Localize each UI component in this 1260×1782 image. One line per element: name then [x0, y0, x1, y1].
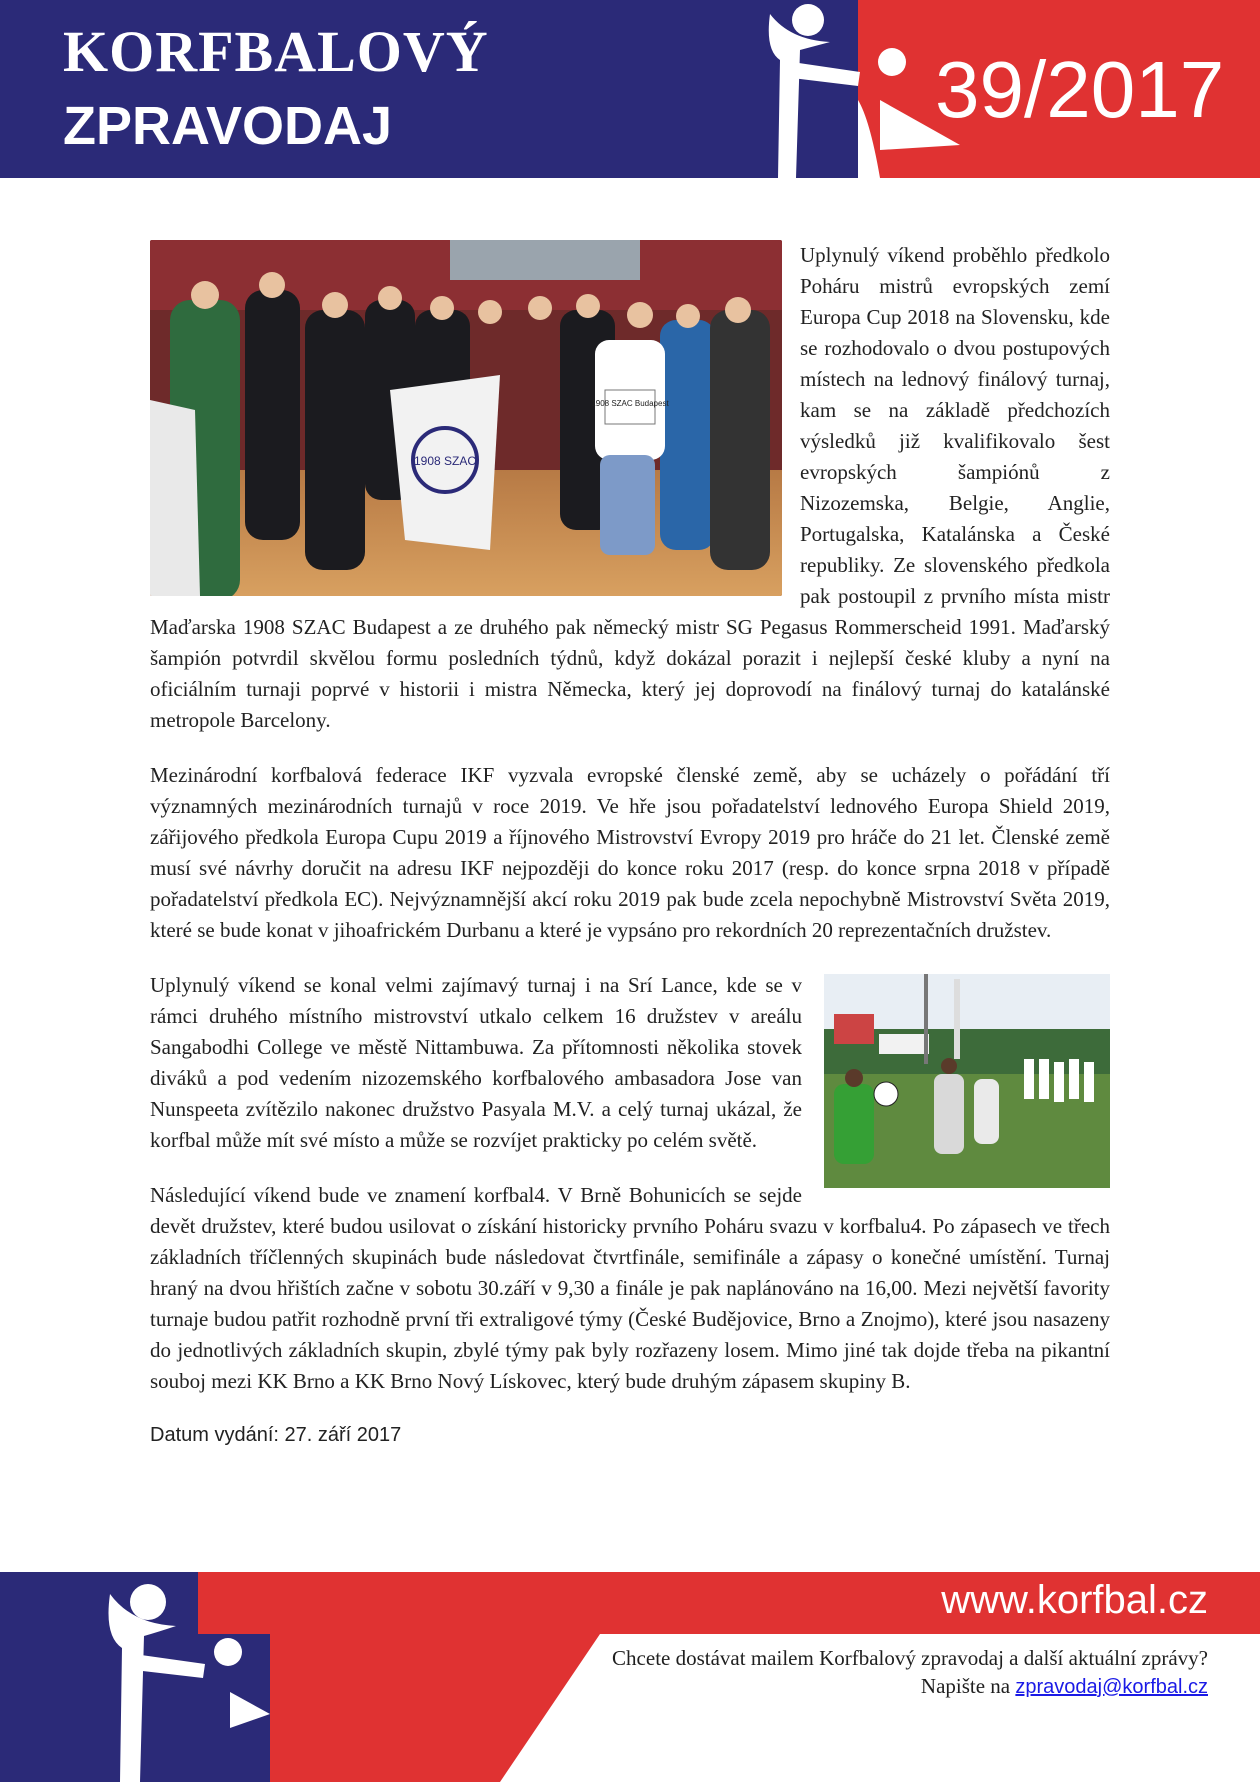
article-body [150, 240, 1110, 1449]
paragraph-sri-lanka: Uplynulý víkend se konal velmi zajímavý turnaj i na Srí Lance, kde se v rámci druhého místního mistrovství utkalo celkem 16 družstev v areálu Sangabodhi College ve městě Nittambuwa. Za přítomnosti několika stovek diváků a pod vedením nizozemského korfbalového ambasadora Jose van Nunspeeta zvítězilo nakonec družstvo Pasyala M.V. a celý turnaj ukázal, že korfbal může mít své místo a může se rozvíjet prakticky po celém světě. [150, 973, 802, 1152]
masthead-subtitle: ZPRAVODAJ [63, 96, 393, 156]
paragraph-ikf: Mezinárodní korfbalová federace IKF vyzvala evropské členské země, aby se ucházely o pořádání tří významných mezinárodních turnajů v roce 2019. Ve hře jsou pořadatelství lednového Europa Shield 2019, zářijového předkola Europa Cupu 2019 a říjnového Mistrovství Evropy 2019 pro hráče do 21 let. Členské země musí své návrhy doručit na adresu IKF nejpozději do konce roku 2017 (resp. do konce srpna 2018 v případě pořadatelství předkola EC). Nejvýznamnější akcí roku 2019 pak bude zcela nepochybně Mistrovství Světa 2019, které se bude konat v jihoafrickém Durbanu a které je vypsáno pro rekordních 20 reprezentačních družstev. [150, 763, 1110, 942]
paragraph-europa-cup: Uplynulý víkend proběhlo předkolo Poháru mistrů evropských zemí Europa Cup 2018 na Slovensku, kde se rozhodovalo o dvou postupových místech na lednový finálový turnaj, kam se na základě předchozích výsledků již kvalifikovalo šest evropských šampiónů z Nizozemska, Belgie, Anglie, Portugalska, Katalánska a České republiky. Ze slovenského předkola pak postoupil z prvního místa mistr Maďarska 1908 SZAC Budapest a ze druhého pak německý mistr SG Pegasus Rommerscheid 1991. Maďarský šampión potvrdil skvělou formu posledních týdnů, když dokázal porazit i nejlepší české kluby a nyní na oficiálním turnaji poprvé v historii i mistra Německa, který jej doprovodí na finálový turnaj do katalánské metropole Barcelony. [150, 243, 1110, 732]
contact-line [921, 1672, 1208, 1701]
subscribe-text: Chcete dostávat mailem Korfbalový zpravodaj a další aktuální zprávy? [612, 1646, 1208, 1670]
issue-date: Datum vydání: 27. září 2017 [150, 1424, 402, 1446]
srilanka-photo [824, 974, 1110, 1188]
website-url[interactable]: www.korfbal.cz [941, 1578, 1208, 1622]
email-link[interactable]: zpravodaj@korfbal.cz [1015, 1676, 1208, 1698]
sign-text: 1908 SZAC Budapest [591, 399, 669, 408]
team-photo [150, 240, 782, 596]
masthead [0, 0, 1260, 180]
paragraph-korfbal4: Následující víkend bude ve znamení korfbal4. V Brně Bohunicích se sejde devět družstev, které budou usilovat o získání historicky prvního Poháru svazu v korfbalu4. Po zápasech ve třech základních tříčlenných skupinách bude následovat čtvrtfinále, semifinále a zápasy o konečné umístění. Turnaj hraný na dvou hřištích začne v sobotu 30.září v 9,30 a finále je pak naplánováno na 16,00. Mezi největší favority turnaje budou patřit rozhodně první tři extraligové týmy (České Budějovice, Brno a Znojmo), které jsou nasazeny do jednotlivých základních skupin, zbylé týmy pak byly rozřazeny losem. Mimo jiné tak dojde třeba na pikantní souboj mezi KK Brno a KK Brno Nový Lískovec, který bude druhým zápasem skupiny B. [150, 1183, 1110, 1393]
footer [0, 1572, 1260, 1782]
banner-text: 1908 SZAC [413, 454, 477, 468]
masthead-title: KORFBALOVÝ [63, 19, 489, 84]
contact-prefix: Napište na [920, 1674, 1016, 1698]
issue-number: 39/2017 [935, 45, 1225, 134]
